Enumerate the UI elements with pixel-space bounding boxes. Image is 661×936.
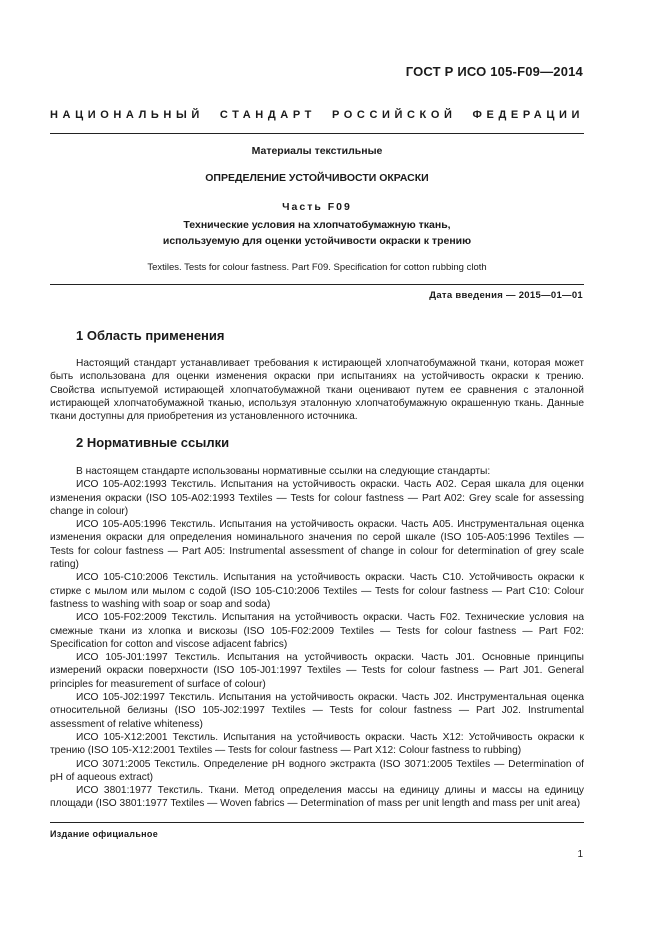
subtitle-line-1: Технические условия на хлопчатобумажную ткань, [183,219,451,231]
part-label: Часть F09 [282,201,352,213]
english-title: Textiles. Tests for colour fastness. Part F09. Specification for cotton rubbing cloth [147,262,487,273]
title-divider [50,284,584,285]
header-divider [50,133,584,134]
reference-item: ИСО 105-A02:1993 Текстиль. Испытания на устойчивость окраски. Часть А02. Серая шкала для оценки изменения окраски (ISO 105-A02:1993 Textiles — Tests for colour fastness — Part A02: Grey scale for assessing change in colour) [50,479,584,517]
paragraph: Настоящий стандарт устанавливает требования к истирающей хлопчатобумажной ткани, которая может быть использована для оценки изменения окраски при испытаниях на устойчивость окраски к трению. Свойства испытуемой истирающей хлопчатобумажной ткани оценивают путем ее сравнения с эталонной истирающей хлопчатобумажной тканью, используя эталонную хлопчатобумажную окрашенную ткань. Данные ткани доступны для приобретения из установленного источника. [50,358,584,423]
section-body-scope [50,357,584,423]
reference-item: ИСО 105-F02:2009 Текстиль. Испытания на устойчивость окраски. Часть F02. Технические условия на смежные ткани из хлопка и вискозы (ISO 105-F02:2009 Textiles — Tests for colour fastness — Part F02: Specification for cotton and viscose adjacent fabrics) [50,612,584,650]
reference-item: ИСО 105-A05:1996 Текстиль. Испытания на устойчивость окраски. Часть А05. Инструментальная оценка изменения окраски для определения номинального значения по серой шкале (ISO 105-A05:1996 Textiles — Tests for colour fastness — Part A05: Instrumental assessment of change in colour for determination of grey scale rating) [50,519,584,571]
edition-label: Издание официальное [50,829,159,839]
reference-item: ИСО 105-J02:1997 Текстиль. Испытания на устойчивость окраски. Часть J02. Инструментальная оценка относительной белизны (ISO 105-J02:1997 Textiles — Tests for colour fastness — Part J02. Instrumental assessment of relative whiteness) [50,692,584,730]
material-title: Материалы текстильные [251,145,383,157]
section-body-normative-references [50,465,584,811]
national-standard-banner: НАЦИОНАЛЬНЫЙ СТАНДАРТ РОССИЙСКОЙ ФЕДЕРАЦИИ [50,109,584,121]
section-heading-normative-references: 2 Нормативные ссылки [76,435,230,450]
reference-item: ИСО 105-J01:1997 Текстиль. Испытания на устойчивость окраски. Часть J01. Основные принципы измерений окраски поверхности (ISO 105-J01:1997 Textiles — Tests for colour fastness — Part J01. General principles for measurement of surface of colour) [50,652,584,690]
page-number: 1 [577,849,583,860]
document-code: ГОСТ Р ИСО 105-F09—2014 [405,64,583,79]
paragraph-intro: В настоящем стандарте использованы нормативные ссылки на следующие стандарты: [76,466,491,477]
section-heading-scope: 1 Область применения [76,328,225,343]
footer-divider [50,822,584,823]
reference-item: ИСО 105-C10:2006 Текстиль. Испытания на устойчивость окраски. Часть С10. Устойчивость окраски к стирке с мылом или мылом с содой (ISO 105-C10:2006 Textiles — Tests for colour fastness — Part C10: Colour fastness to washing with soap or soap and soda) [50,572,584,610]
reference-item: ИСО 3801:1977 Текстиль. Ткани. Метод определения массы на единицу длины и массы на единицу площади (ISO 3801:1977 Textiles — Woven fabrics — Determination of mass per unit length and mass per unit area) [50,785,584,810]
subtitle-line-2: используемую для оценки устойчивости окраски к трению [162,235,472,247]
reference-item: ИСО 105-X12:2001 Текстиль. Испытания на устойчивость окраски. Часть X12: Устойчивость окраски к трению (ISO 105-X12:2001 Textiles — Tests for colour fastness — Part X12: Colour fastness to rubbing) [50,731,584,757]
reference-item: ИСО 3071:2005 Текстиль. Определение pH водного экстракта (ISO 3071:2005 Textiles — Determination of pH of aqueous extract) [50,758,584,783]
standard-title: ОПРЕДЕЛЕНИЕ УСТОЙЧИВОСТИ ОКРАСКИ [205,172,429,184]
date-of-introduction: Дата введения — 2015—01—01 [429,290,583,301]
